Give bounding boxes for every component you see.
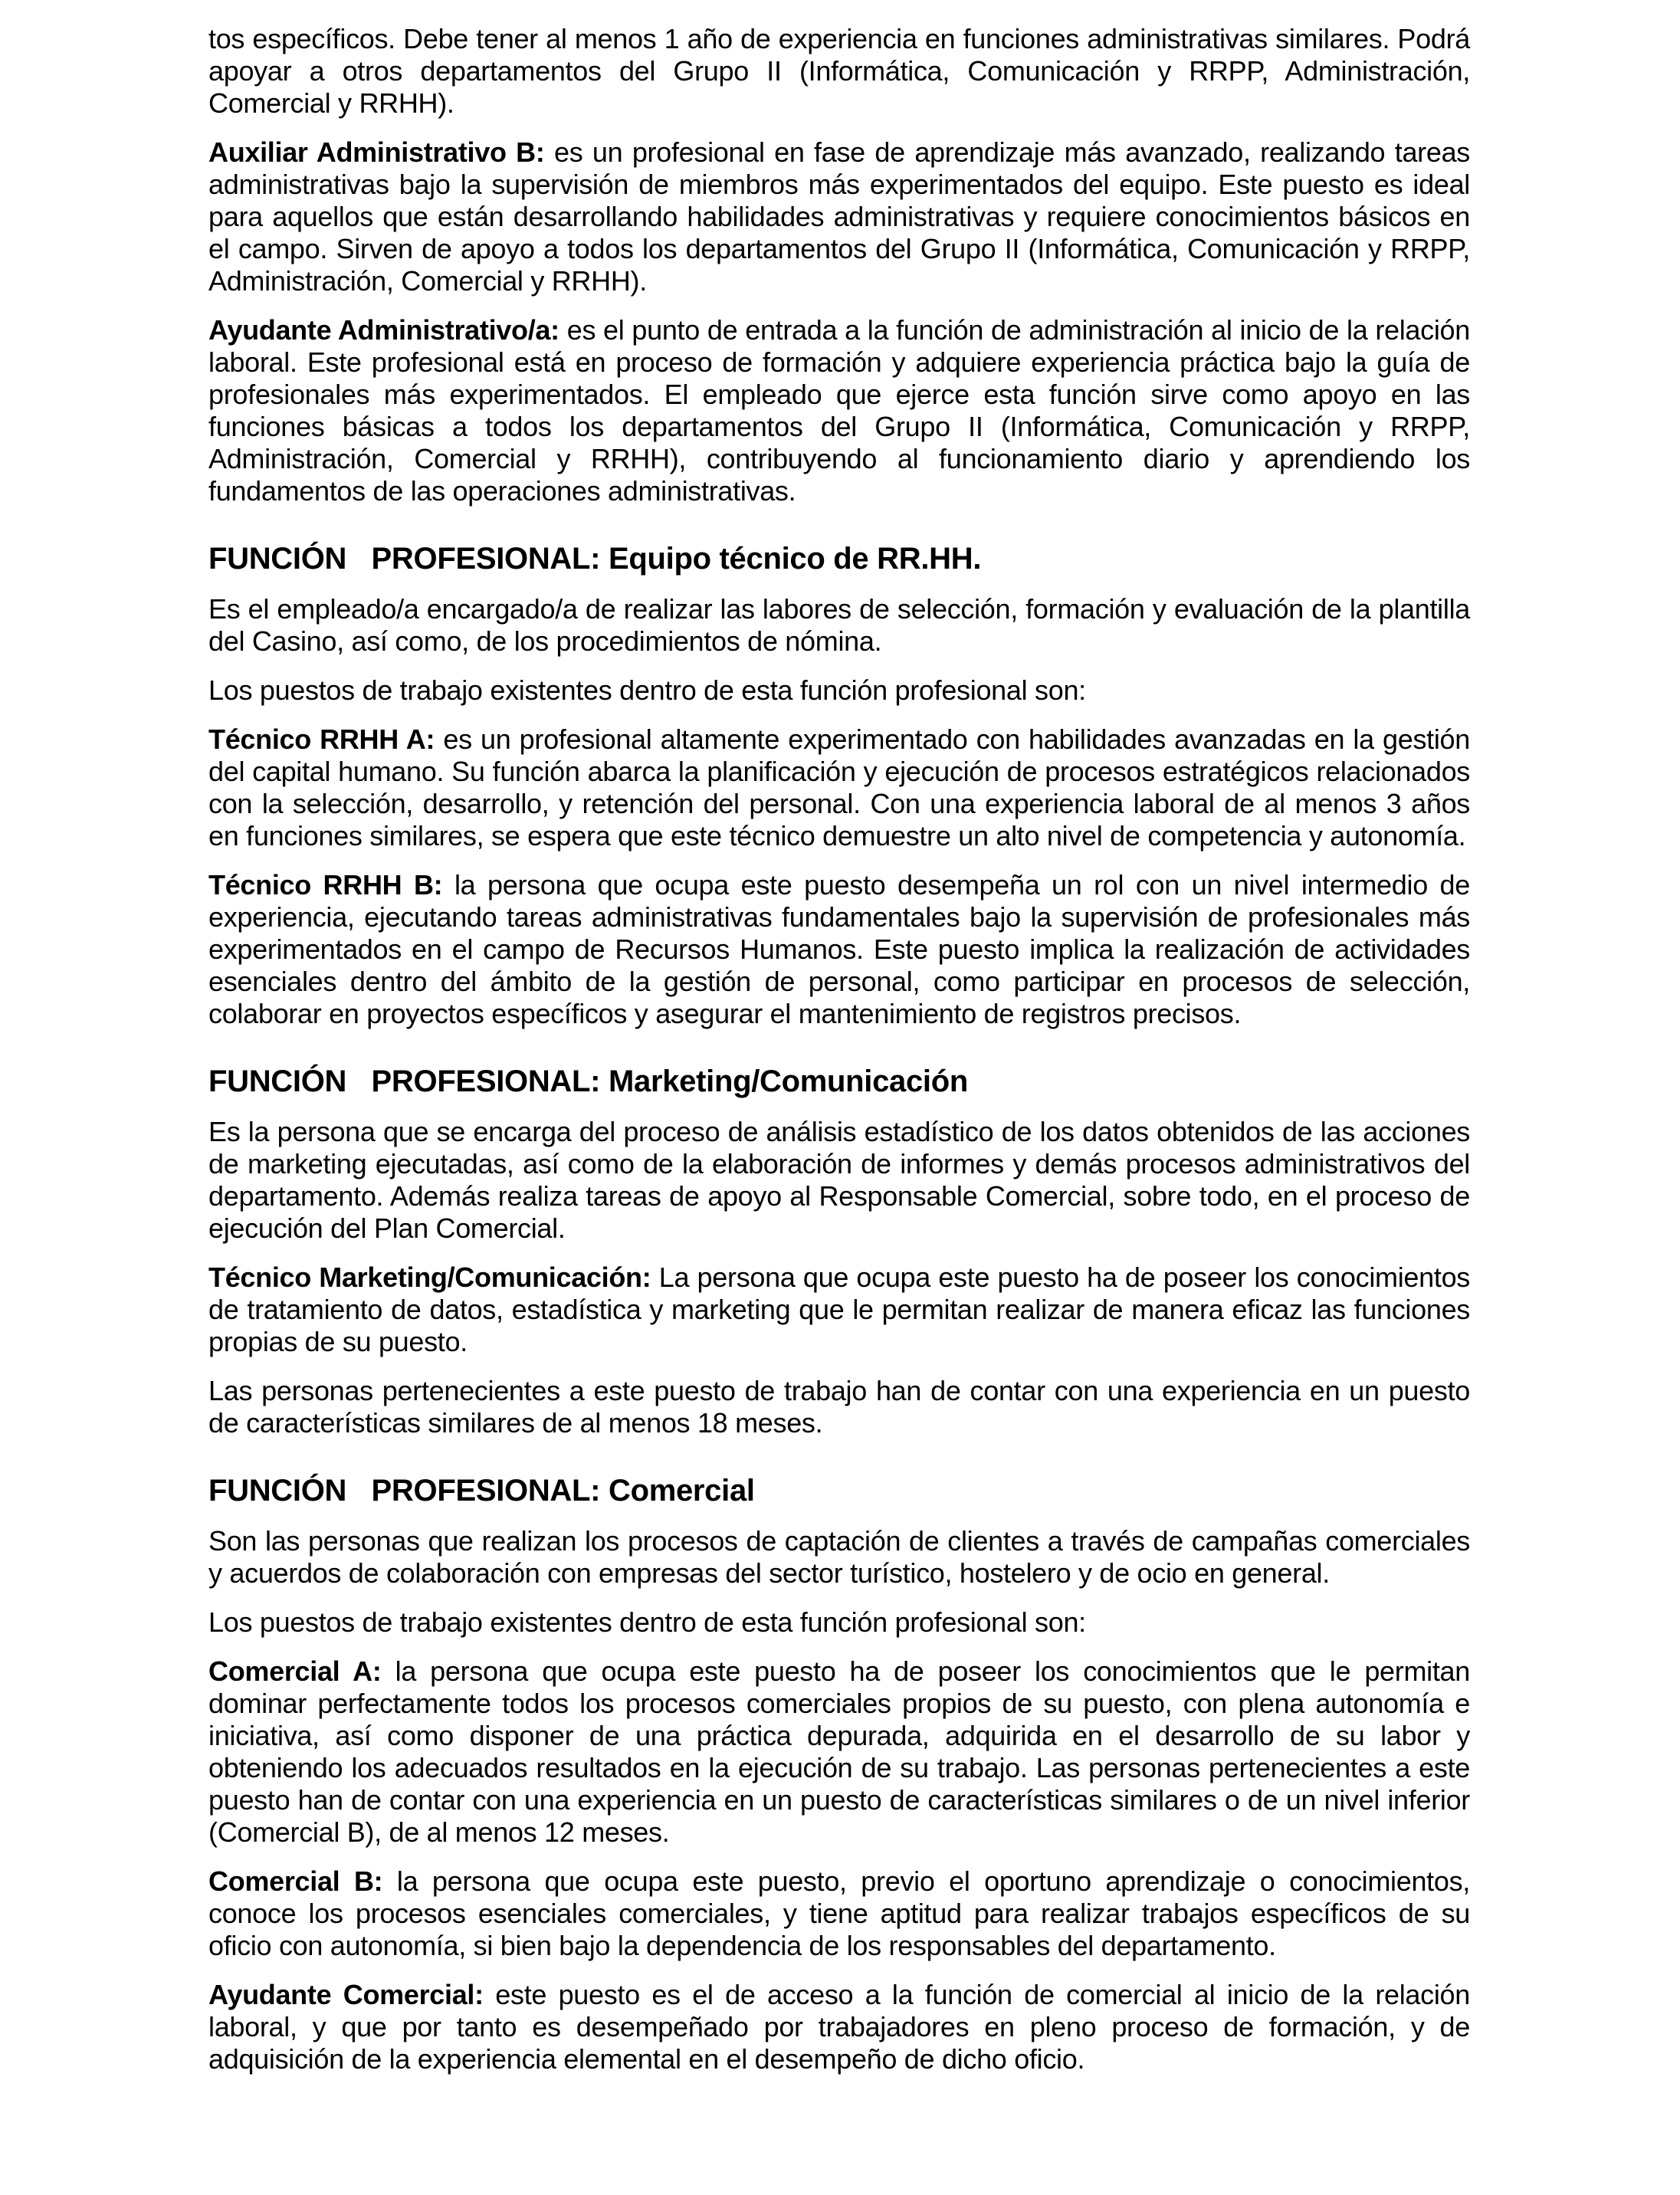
paragraph-text: Es el empleado/a encargado/a de realizar las labores de selección, formación y evaluación de la plantilla del Casino, así como, de los procedimientos de nómina. [208, 593, 1470, 657]
job-title: Auxiliar Administrativo B: [208, 136, 545, 168]
paragraph-ayudante-comercial [208, 1979, 1470, 2075]
job-title: Comercial A: [208, 1655, 382, 1687]
heading-text: FUNCIÓN PROFESIONAL: Comercial [208, 1474, 755, 1508]
paragraph [208, 1525, 1470, 1590]
paragraph [208, 593, 1470, 658]
paragraph-text: la persona que ocupa este puesto, previo el oportuno aprendizaje o conocimientos, conoce los procesos esenciales comerciales, y tiene aptitud para realizar trabajos específicos de su oficio con autonomía, si bien bajo la dependencia de los responsables del departamento. [208, 1865, 1471, 1961]
job-title: Técnico Marketing/Comunicación: [208, 1262, 651, 1293]
paragraph-tecnico-rrhh-a [208, 723, 1470, 852]
heading-text: FUNCIÓN PROFESIONAL: Marketing/Comunicación [208, 1065, 969, 1098]
job-title: Técnico RRHH A: [208, 723, 435, 755]
paragraph-tecnico-marketing-comunicacion [208, 1262, 1470, 1358]
paragraph-text: la persona que ocupa este puesto ha de poseer los conocimientos que le permitan dominar perfectamente todos los procesos comerciales propios de su puesto, con plena autonomía e iniciativa, así como disponer de una práctica depurada, adquirida en el desarrollo de su labor y obteniendo los adecuados resultados en la ejecución de su trabajo. Las personas pertenecientes a este puesto han de contar con una experiencia en un puesto de características similares o de un nivel inferior (Comercial B), de al menos 12 meses. [208, 1655, 1470, 1848]
paragraph-text: Los puestos de trabajo existentes dentro de esta función profesional son: [208, 1606, 1086, 1638]
paragraph [208, 1375, 1470, 1439]
paragraph [208, 674, 1470, 707]
paragraph-auxiliar-administrativo-b [208, 136, 1470, 297]
paragraph-continuation [208, 23, 1470, 120]
paragraph-comercial-a [208, 1655, 1470, 1849]
paragraph-text: es un profesional en fase de aprendizaje más avanzado, realizando tareas administrativas bajo la supervisión de miembros más experimentados del equipo. Este puesto es ideal para aquellos que están desarrollando habilidades administrativas y requiere conocimientos básicos en el campo. Sirven de apoyo a todos los departamentos del Grupo II (Informática, Comunicación y RRPP, Administración, Comercial y RRHH). [208, 136, 1470, 297]
paragraph-text: Son las personas que realizan los procesos de captación de clientes a través de campañas comerciales y acuerdos de colaboración con empresas del sector turístico, hostelero y de ocio en general. [208, 1525, 1470, 1589]
paragraph-text: Los puestos de trabajo existentes dentro de esta función profesional son: [208, 674, 1086, 706]
paragraph [208, 1606, 1470, 1639]
job-title: Ayudante Comercial: [208, 1979, 484, 2010]
paragraph-text: este puesto es el de acceso a la función de comercial al inicio de la relación laboral, y que por tanto es desempeñado por trabajadores en pleno proceso de formación, y de adquisición de la experiencia elemental en el desempeño de dicho oficio. [208, 1979, 1470, 2075]
paragraph-text: Las personas pertenecientes a este puesto de trabajo han de contar con una experiencia en un puesto de características similares de al menos 18 meses. [208, 1375, 1470, 1439]
section-heading-marketing-comunicacion [208, 1064, 1470, 1099]
heading-text: FUNCIÓN PROFESIONAL: Equipo técnico de RR.HH. [208, 542, 982, 576]
job-title: Ayudante Administrativo/a: [208, 314, 559, 346]
paragraph-text: Es la persona que se encarga del proceso de análisis estadístico de los datos obtenidos de las acciones de marketing ejecutadas, así como de la elaboración de informes y demás procesos administrativos del departamento. Además realiza tareas de apoyo al Responsable Comercial, sobre todo, en el proceso de ejecución del Plan Comercial. [208, 1116, 1470, 1244]
paragraph-comercial-b [208, 1865, 1470, 1962]
paragraph [208, 1116, 1470, 1245]
paragraph-text: tos específicos. Debe tener al menos 1 año de experiencia en funciones administrativas similares. Podrá apoyar a otros departamentos del Grupo II (Informática, Comunicación y RRPP, Administración, Comercial y RRHH). [208, 23, 1470, 119]
job-title: Técnico RRHH B: [208, 869, 443, 901]
section-heading-comercial [208, 1473, 1470, 1508]
paragraph-text: es un profesional altamente experimentado con habilidades avanzadas en la gestión del capital humano. Su función abarca la planificación y ejecución de procesos estratégicos relacionados con la selección, desarrollo, y retención del personal. Con una experiencia laboral de al menos 3 años en funciones similares, se espera que este técnico demuestre un alto nivel de competencia y autonomía. [208, 723, 1470, 851]
paragraph-text: es el punto de entrada a la función de administración al inicio de la relación laboral. Este profesional está en proceso de formación y adquiere experiencia práctica bajo la guía de profesionales más experimentados. El empleado que ejerce esta función sirve como apoyo en las funciones básicas a todos los departamentos del Grupo II (Informática, Comunicación y RRPP, Administración, Comercial y RRHH), contribuyendo al funcionamiento diario y aprendiendo los fundamentos de las operaciones administrativas. [208, 314, 1470, 507]
paragraph-text: La persona que ocupa este puesto ha de poseer los conocimientos de tratamiento de datos, estadística y marketing que le permitan realizar de manera eficaz las funciones propias de su puesto. [208, 1262, 1470, 1357]
paragraph-text: la persona que ocupa este puesto desempeña un rol con un nivel intermedio de experiencia, ejecutando tareas administrativas fundamentales bajo la supervisión de profesionales más experimentados en el campo de Recursos Humanos. Este puesto implica la realización de actividades esenciales dentro del ámbito de la gestión de personal, como participar en procesos de selección, colaborar en proyectos específicos y asegurar el mantenimiento de registros precisos. [208, 869, 1470, 1029]
section-heading-equipo-tecnico-rrhh [208, 541, 1470, 576]
paragraph-ayudante-administrativo [208, 314, 1470, 507]
paragraph-tecnico-rrhh-b [208, 869, 1470, 1030]
job-title: Comercial B: [208, 1865, 383, 1897]
